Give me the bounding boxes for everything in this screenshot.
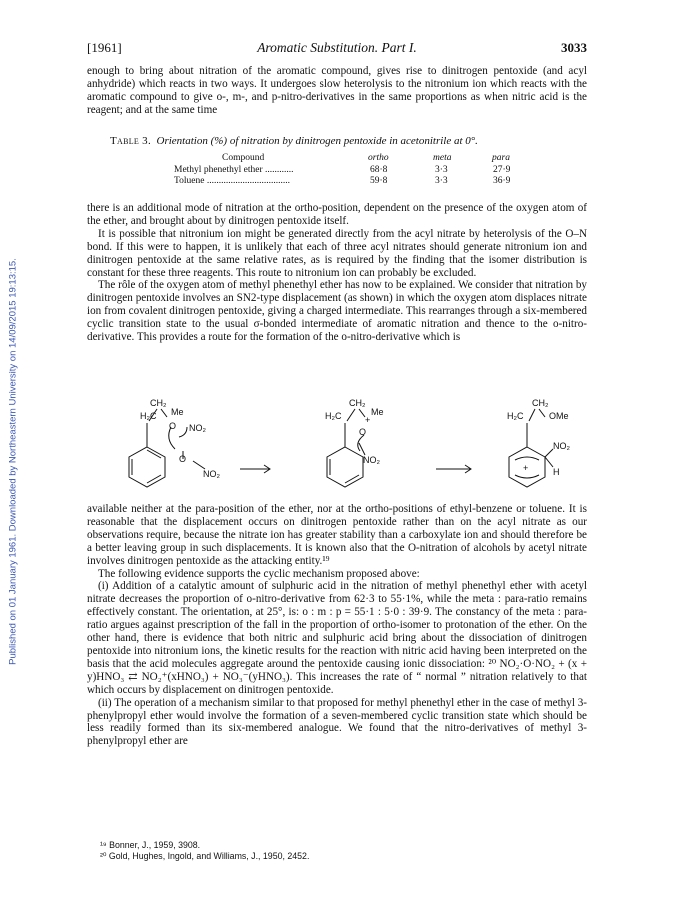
paragraph-role: The rôle of the oxygen atom of methyl phenethyl ether has now to be explained. We consider that nitration by dinitrogen pentoxide involves an SN2-type displacement (as shown) in which the oxygen atom displaces nitrate ion from covalent dinitrogen pentoxide, giving a charged intermediate. This rearranges through a six-membered cyclic transition state to the usual σ-bonded intermediate of aromatic nitration and thence to the o-nitro-derivative. This provides a route for the formation of the o-nitro-derivative which is bbox=[87, 279, 587, 344]
table-cell-para: 36·9 bbox=[493, 176, 511, 186]
s2-plus: + bbox=[365, 415, 371, 425]
scheme-svg bbox=[87, 397, 587, 499]
download-notice bbox=[0, 0, 24, 912]
table-cell-para: 27·9 bbox=[493, 165, 511, 175]
s1-no2b: NO₂ bbox=[203, 469, 220, 479]
table-header-compound: Compound bbox=[222, 153, 265, 163]
table-caption bbox=[110, 135, 590, 147]
s1-o2: O bbox=[179, 454, 187, 464]
paragraph-evidence-ii: (ii) The operation of a mechanism similar to that proposed for methyl phenethyl ether in the case of methyl 3-phenylpropyl ether would involve the formation of a seven-membered cyclic transition state which should be less readily formed than its six-membered analogue. We found that the nitro-derivatives of methyl 3-phenylpropyl ether are bbox=[87, 696, 587, 748]
journal-year: [1961] bbox=[87, 40, 122, 55]
table-row bbox=[110, 165, 570, 176]
table-header-meta: meta bbox=[433, 153, 452, 163]
page-header bbox=[87, 40, 587, 58]
s2-o: O bbox=[359, 427, 367, 437]
table-cell-meta: 3·3 bbox=[435, 176, 448, 186]
body-block-2 bbox=[87, 503, 587, 748]
intro-text: enough to bring about nitration of the aromatic compound, gives rise to dinitrogen pentoxide (and acyl anhydride) which reacts in two ways. It undergoes slow heterolysis to the nitronium ion which reacts with the aromatic compound to give o-, m-, and p-nitro-derivatives in the same proportions as when nitric acid is the reagent; and at the same time bbox=[87, 65, 587, 116]
table-label: Table 3. bbox=[110, 135, 152, 147]
s1-no2: NO₂ bbox=[189, 423, 206, 433]
paragraph-available: available neither at the para-position of the ether, nor at the ortho-positions of ethyl-benzene or toluene. It is reasonable that the displacement occurs on dinitrogen pentoxide rather than on the acyl nitrate as our observations require, because the nitrate ion has greater stability than a carboxylate ion and should therefore be a better leaving group in such displacements. It is known also that the O-nitration of alcohols by acetyl nitrate involves dinitrogen pentoxide as the attacking entity.¹⁹ bbox=[87, 503, 587, 567]
mechanism-scheme bbox=[87, 397, 587, 499]
paragraph-evidence-i: (i) Addition of a catalytic amount of sulphuric acid in the nitration of methyl phenethyl ether with acetyl nitrate decreases the proportion of o-nitro-derivative from 62·3 to 55·1%, while the meta : para-ratio remains effectively constant. The orientation, at 25°, is: o : m : p = 55·1 : 5·0 : 39·9. The constancy of the meta : para-ratio argues against prescription of the fall in the proportion of ortho-isomer to protonation of the ether. On the other hand, there is evidence that both nitric and sulphuric acid bring about the dissociation of dinitrogen pentoxide into nitronium ions, the kinetic results for the reaction with nitric acid having been interpreted on the basis that the acid molecules aggregate around the pentoxide causing ionic dissociation: ²⁰ NO₂·O·NO₂ + (x + y)HNO₃ ⇄ NO₂⁺(xHNO₃) + NO₃⁻(yHNO₃). This increases the rate of “ normal ” nitration relatively to that which occurs by displacement on dinitrogen pentoxide. bbox=[87, 580, 587, 696]
table-header-ortho: ortho bbox=[368, 153, 389, 163]
table-cell-meta: 3·3 bbox=[435, 165, 448, 175]
s3-h: H bbox=[553, 467, 560, 477]
table-cell-ortho: 68·8 bbox=[370, 165, 388, 175]
s1-ch2: H₂C bbox=[140, 411, 157, 421]
footnote-20: ²⁰ Gold, Hughes, Ingold, and Williams, J., 1950, 2452. bbox=[100, 851, 310, 861]
table-header-para: para bbox=[492, 153, 510, 163]
paragraph-possible: It is possible that nitronium ion might be generated directly from the acyl nitrate by heterolysis of the O–N bond. If this were to happen, it is unlikely that each of three acyl nitrates should generate nitronium ion and dinitrogen pentoxide at the same relative rates, as is required by the finding that the isomer distribution is constant for these three reagents. This route to nitronium ion can probably be excluded. bbox=[87, 227, 587, 279]
s2-no2: NO₂ bbox=[363, 455, 380, 465]
footnote-19: ¹⁹ Bonner, J., 1959, 3908. bbox=[100, 840, 201, 850]
s1-o: O bbox=[169, 421, 177, 431]
s3-ch2: CH₂ bbox=[532, 398, 549, 408]
s3-h2c: H₂C bbox=[507, 411, 524, 421]
table-cell-ortho: 59·8 bbox=[370, 176, 388, 186]
s3-plus: + bbox=[523, 463, 529, 473]
table-header-row bbox=[110, 153, 570, 164]
running-title: Aromatic Substitution. Part I. bbox=[257, 40, 417, 55]
paragraph-evidence: The following evidence supports the cyclic mechanism proposed above: bbox=[98, 567, 420, 580]
s2-h2c: H₂C bbox=[325, 411, 342, 421]
benzene-ring-1 bbox=[129, 447, 165, 487]
body-block-1 bbox=[87, 202, 587, 344]
table-row bbox=[110, 176, 570, 187]
s2-ch2: CH₂ bbox=[349, 398, 366, 408]
table-cell-compound: Methyl phenethyl ether ............ bbox=[174, 165, 294, 175]
intro-paragraph bbox=[87, 65, 587, 117]
s1-me: Me bbox=[171, 407, 184, 417]
page-number: 3033 bbox=[561, 40, 587, 55]
table-title: Orientation (%) of nitration by dinitrogen pentoxide in acetonitrile at 0°. bbox=[156, 135, 478, 147]
s2-me: Me bbox=[371, 407, 384, 417]
footnotes bbox=[100, 840, 580, 862]
s3-ome: OMe bbox=[549, 411, 569, 421]
download-notice-text: Published on 01 January 1961. Downloaded by Northeastern University on 14/09/2015 19:13:15. bbox=[7, 258, 19, 665]
s1-ch2-top: CH₂ bbox=[150, 398, 167, 408]
table-cell-compound: Toluene ................................... bbox=[174, 176, 290, 186]
s3-no2: NO₂ bbox=[553, 441, 570, 451]
benzene-ring-2 bbox=[327, 447, 363, 487]
paragraph-additional: there is an additional mode of nitration at the ortho-position, dependent on the presence of the oxygen atom of the ether, and brought about by dinitrogen pentoxide itself. bbox=[87, 202, 587, 227]
